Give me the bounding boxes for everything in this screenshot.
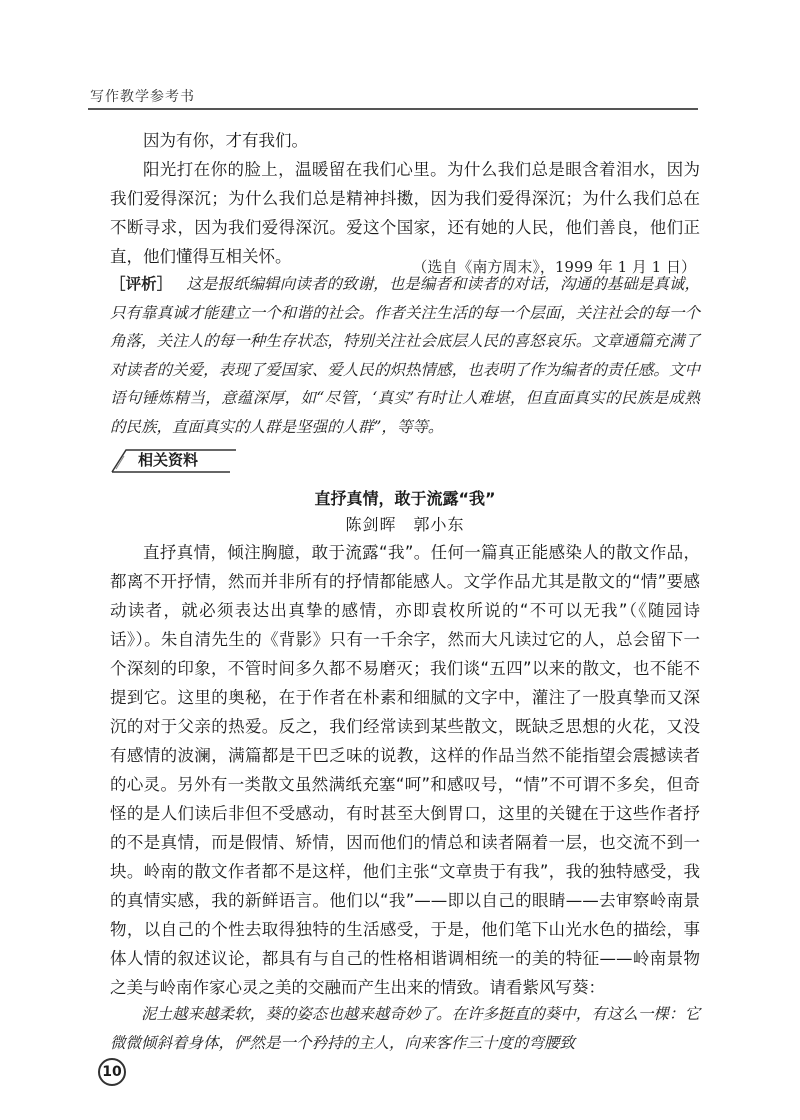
quoted-excerpt: 泥土越来越柔软，葵的姿态也越来越奇妙了。在许多挺直的葵中，有这么一棵：它微微倾斜着身体，俨然是一个矜持的主人，向来客作三十度的弯腰致 [110,1005,700,1052]
article-authors: 陈剑晖 郭小东 [345,515,465,534]
commentary-text: 这是报纸编辑向读者的致谢，也是编者和读者的对话，沟通的基础是真诚，只有靠真诚才能建立一个和谐的社会。作者关注生活的每一个层面，关注社会的每一个角落，关注人的每一种生存状态，特别关注社会底层人民的喜怒哀乐。文章通篇充满了对读者的关爱，表现了爱国家、爱人民的炽热情感，也表明了作为编者的责任感。文中语句锤炼精当，意蕴深厚，如“尽管，‘真实’有时让人难堪，但直面真实的民族是成熟的民族，直面真实的人群是坚强的人群”，等等。 [110,275,700,436]
paragraph-1: 因为有你，才有我们。 [143,131,308,150]
page-number: 10 [98,1058,126,1086]
section-heading [110,448,238,474]
paragraph-2: 阳光打在你的脸上，温暖留在我们心里。为什么我们总是眼含着泪水，因为我们爱得深沉；为什么我们总是精神抖擞，因为我们爱得深沉；为什么我们总在不断寻求，因为我们爱得深沉。爱这个国家，还有她的人民，他们善良，他们正直，他们懂得互相关怀。 [110,160,700,266]
commentary-tag: ［评析］ [110,274,173,293]
source-citation: （选自《南方周末》，1999 年 1 月 1 日） [412,258,696,276]
top-text-block [110,126,700,271]
running-header: 写作教学参考书 [90,89,195,105]
article-title: 直抒真情，敢于流露“我” [314,489,496,508]
article-paragraph: 直抒真情，倾注胸臆，敢于流露“我”。任何一篇真正能感染人的散文作品，都离不开抒情，然而并非所有的抒情都能感人。文学作品尤其是散文的“情”要感动读者，就必须表达出真挚的感情，亦即袁枚所说的“不可以无我”（《随园诗话》）。朱自清先生的《背影》只有一千余字，然而大凡读过它的人，总会留下一个深刻的印象，不管时间多久都不易磨灭；我们谈“五四”以来的散文，也不能不提到它。这里的奥秘，在于作者在朴素和细腻的文字中，灌注了一股真挚而又深沉的对于父亲的热爱。反之，我们经常读到某些散文，既缺乏思想的火花，又没有感情的波澜，满篇都是干巴乏味的说教，这样的作品当然不能指望会震撼读者的心灵。另外有一类散文虽然满纸充塞“呵”和感叹号，“情”不可谓不多矣，但奇怪的是人们读后非但不受感动，有时甚至大倒胃口，这里的关键在于这些作者抒的不是真情，而是假情、矫情，因而他们的情总和读者隔着一层，也交流不到一块。岭南的散文作者都不是这样，他们主张“文章贵于有我”，我的独特感受，我的真情实感，我的新鲜语言。他们以“我”——即以自己的眼睛——去审察岭南景物，以自己的个性去取得独特的生活感受，于是，他们笔下山光水色的描绘，事体人情的叙述议论，都具有与自己的性格相谐调相统一的美的特征——岭南景物之美与岭南作家心灵之美的交融而产生出来的情致。请看紫风写葵： [110,543,700,997]
commentary-block [110,270,700,441]
header-rule [88,108,698,110]
section-label: 相关资料 [138,451,199,469]
